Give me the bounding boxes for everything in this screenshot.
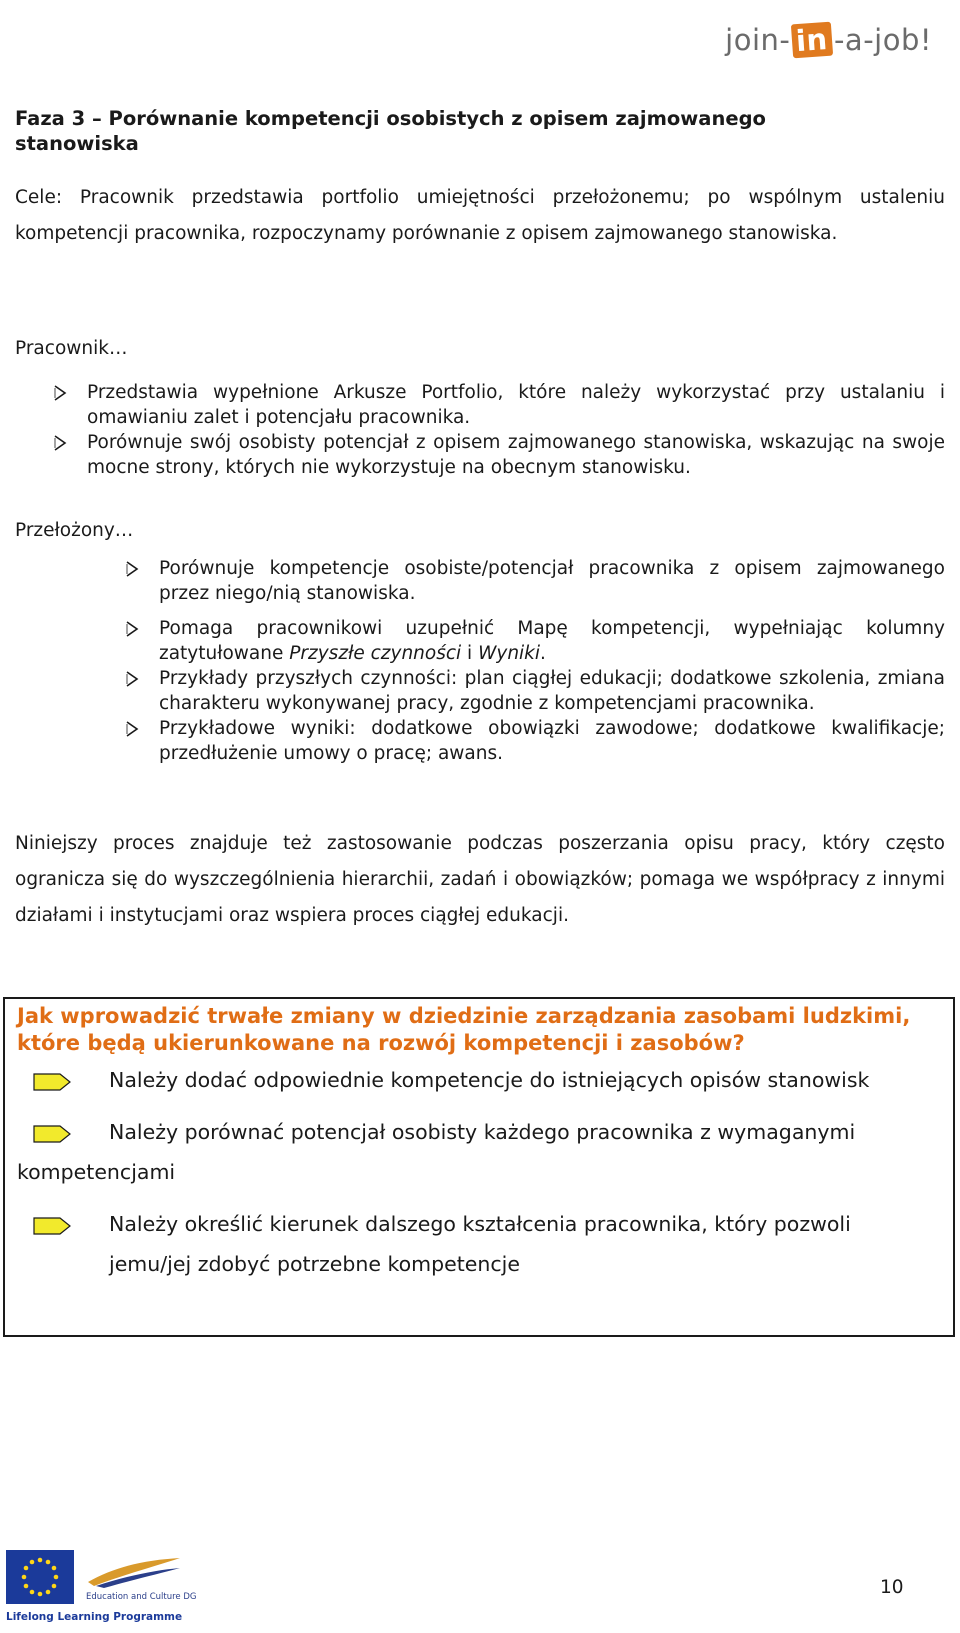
employee-bullet-list [87, 380, 945, 480]
yellow-flag-icon [33, 1073, 71, 1091]
goals-paragraph: Cele: Pracownik przedstawia portfolio umiejętności przełożonemu; po wspólnym ustaleniu kompetencji pracownika, rozpoczynamy porównanie z opisem zajmowanego stanowiska. [15, 187, 945, 244]
supervisor-item-text-a: Pomaga pracownikowi uzupełnić Mapę kompetencji, wypełniając kolumny zatytułowane [159, 618, 945, 664]
supervisor-label: Przełożony… [15, 520, 134, 541]
employee-item-text: Porównuje swój osobisty potencjał z opisem zajmowanego stanowiska, wskazując na swoje mocne strony, których nie wykorzystuje na obecnym stanowisku. [87, 432, 945, 478]
section-heading: Faza 3 – Porównanie kompetencji osobistych z opisem zajmowanego stanowiska [15, 107, 766, 155]
supervisor-item-text-c: . [540, 643, 546, 664]
eu-stars-icon [6, 1550, 74, 1604]
arrow-bullet-icon [124, 616, 140, 641]
results-term: Wyniki [478, 643, 541, 664]
dg-label: Education and Culture DG [86, 1592, 197, 1602]
box-item [17, 1204, 947, 1284]
supervisor-item-text-b: i [461, 643, 479, 664]
programme-label: Lifelong Learning Programme [6, 1611, 183, 1623]
box-item-text: Należy dodać odpowiednie kompetencje do istniejących opisów stanowisk [109, 1068, 870, 1092]
supervisor-item-text: Przykłady przyszłych czynności: plan ciągłej edukacji; dodatkowe szkolenia, zmiana charakteru wykonywanej pracy, zgodnie z kompetencjami pracownika. [159, 668, 945, 714]
supervisor-bullet-list [159, 556, 945, 766]
logo-text-in: in [791, 22, 833, 59]
arrow-bullet-icon [52, 430, 68, 455]
yellow-flag-icon [33, 1217, 71, 1235]
logo-text-right: -a-job! [833, 23, 932, 57]
list-item [159, 716, 945, 766]
box-title: Jak wprowadzić trwałe zmiany w dziedzinie zarządzania zasobami ludzkimi, które będą ukierunkowane na rozwój kompetencji i zasobów? [17, 1004, 911, 1055]
box-item-text: Należy porównać potencjał osobisty każdego pracownika z wymaganymi kompetencjami [17, 1120, 856, 1184]
list-item [159, 556, 945, 606]
process-paragraph: Niniejszy proces znajduje też zastosowanie podczas poszerzania opisu pracy, który często ogranicza się do wyszczególnienia hierarchii, zadań i obowiązków; pomaga we współpracy z innymi działami i instytucjami oraz wspiera proces ciągłej edukacji. [15, 833, 945, 926]
education-culture-swoosh-logo [86, 1556, 182, 1588]
footer-logos [6, 1550, 197, 1625]
list-item [87, 430, 945, 480]
box-item [17, 1060, 947, 1100]
logo-text-left: join- [725, 23, 791, 57]
list-item [87, 380, 945, 430]
employee-label: Pracownik… [15, 338, 128, 359]
join-in-a-job-logo [725, 18, 932, 62]
supervisor-item-text: Porównuje kompetencje osobiste/potencjał pracownika z opisem zajmowanego przez niego/nią stanowiska. [159, 558, 945, 604]
arrow-bullet-icon [124, 556, 140, 581]
arrow-bullet-icon [124, 716, 140, 741]
future-activities-term: Przyszłe czynności [289, 643, 462, 664]
eu-flag-logo [6, 1550, 74, 1604]
box-item-text: Należy określić kierunek dalszego kształcenia pracownika, który pozwoli jemu/jej zdobyć potrzebne kompetencje [109, 1212, 851, 1276]
employee-item-text: Przedstawia wypełnione Arkusze Portfolio, które należy wykorzystać przy ustalaniu i omawianiu zalet i potencjału pracownika. [87, 382, 945, 428]
list-item [159, 616, 945, 666]
supervisor-item-text: Przykładowe wyniki: dodatkowe obowiązki zawodowe; dodatkowe kwalifikacje; przedłużenie umowy o pracę; awans. [159, 718, 945, 764]
yellow-flag-icon [33, 1125, 71, 1143]
arrow-bullet-icon [124, 666, 140, 691]
box-item [17, 1112, 947, 1192]
page-number: 10 [880, 1577, 904, 1598]
how-to-box [3, 997, 955, 1337]
list-item [159, 666, 945, 716]
arrow-bullet-icon [52, 380, 68, 405]
